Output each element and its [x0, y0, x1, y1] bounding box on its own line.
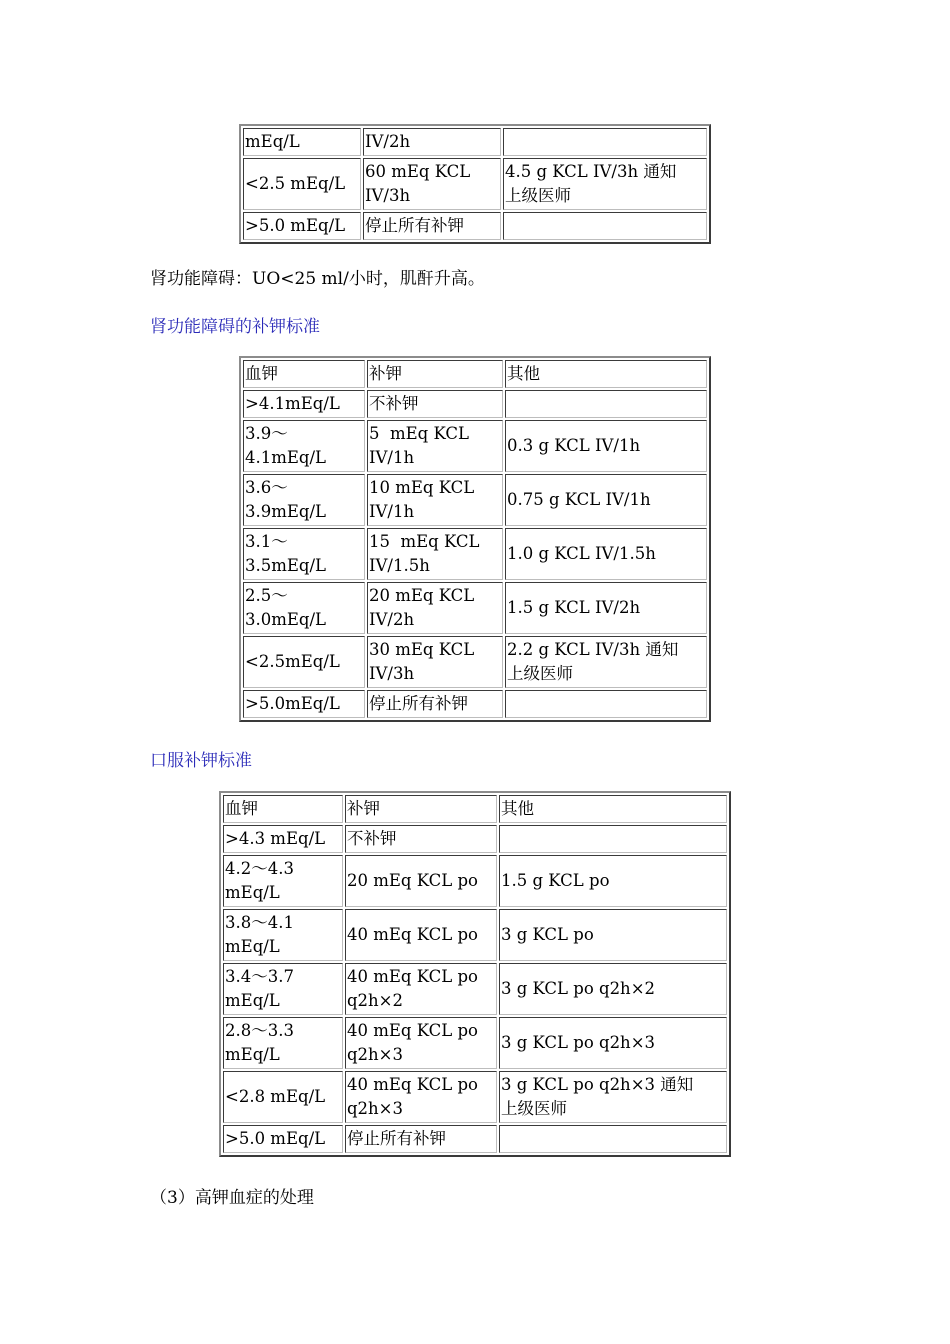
table-cell: >4.3 mEq/L	[223, 825, 343, 853]
table-header-row	[223, 795, 727, 823]
table-cell: 3.6～ 3.9mEq/L	[243, 474, 365, 526]
table-cell: >5.0mEq/L	[243, 690, 365, 718]
table-cell: >5.0 mEq/L	[223, 1125, 343, 1153]
table-cell: 3 g KCL po q2h×3	[499, 1017, 727, 1069]
table-cell: 15 mEq KCL IV/1.5h	[367, 528, 503, 580]
table-cell: 4.5 g KCL IV/3h 通知 上级医师	[503, 158, 707, 210]
table-row	[223, 1125, 727, 1153]
table-cell: 30 mEq KCL IV/3h	[367, 636, 503, 688]
table-cell: IV/2h	[363, 128, 501, 156]
hyperkalemia-heading: （3）高钾血症的处理	[150, 1188, 314, 1208]
table-cell: >5.0 mEq/L	[243, 212, 361, 240]
column-header: 补钾	[345, 795, 497, 823]
column-header: 其他	[505, 360, 707, 388]
renal-dysfunction-note: 肾功能障碍：UO<25 ml/小时，肌酐升高。	[150, 269, 485, 289]
table-row	[223, 1017, 727, 1069]
table-row	[223, 825, 727, 853]
table-cell: <2.5 mEq/L	[243, 158, 361, 210]
table-row	[243, 690, 707, 718]
table-cell: 3 g KCL po q2h×2	[499, 963, 727, 1015]
table-cell: 40 mEq KCL po q2h×3	[345, 1017, 497, 1069]
table-cell: 10 mEq KCL IV/1h	[367, 474, 503, 526]
table-row	[243, 158, 707, 210]
table-cell: mEq/L	[243, 128, 361, 156]
table-cell: <2.8 mEq/L	[223, 1071, 343, 1123]
table-cell: 40 mEq KCL po	[345, 909, 497, 961]
table-cell: >4.1mEq/L	[243, 390, 365, 418]
table-cell: 0.75 g KCL IV/1h	[505, 474, 707, 526]
table-row	[243, 212, 707, 240]
table-header-row	[243, 360, 707, 388]
table-renal	[239, 356, 711, 722]
table-cell: 停止所有补钾	[363, 212, 501, 240]
table-cell: 20 mEq KCL po	[345, 855, 497, 907]
table-row	[243, 390, 707, 418]
table-row	[243, 636, 707, 688]
table-cell: 40 mEq KCL po q2h×2	[345, 963, 497, 1015]
table-cell: 1.5 g KCL IV/2h	[505, 582, 707, 634]
table-cell: 1.0 g KCL IV/1.5h	[505, 528, 707, 580]
oral-heading: 口服补钾标准	[150, 751, 252, 771]
table-cell: <2.5mEq/L	[243, 636, 365, 688]
column-header: 血钾	[223, 795, 343, 823]
table-cell: 40 mEq KCL po q2h×3	[345, 1071, 497, 1123]
table-row	[223, 909, 727, 961]
table-cell: 停止所有补钾	[345, 1125, 497, 1153]
table-cell: 20 mEq KCL IV/2h	[367, 582, 503, 634]
table-cell: 不补钾	[345, 825, 497, 853]
table-cell: 2.2 g KCL IV/3h 通知 上级医师	[505, 636, 707, 688]
table-cell: 60 mEq KCL IV/3h	[363, 158, 501, 210]
table-row	[223, 1071, 727, 1123]
table-cell: 3.4～3.7 mEq/L	[223, 963, 343, 1015]
table-cell: 3.8～4.1 mEq/L	[223, 909, 343, 961]
table-row	[243, 128, 707, 156]
table-cell: 5 mEq KCL IV/1h	[367, 420, 503, 472]
table-cell: 停止所有补钾	[367, 690, 503, 718]
table-cell	[503, 212, 707, 240]
table-cell: 2.5～ 3.0mEq/L	[243, 582, 365, 634]
table-row	[223, 855, 727, 907]
table-cell: 3 g KCL po q2h×3 通知 上级医师	[499, 1071, 727, 1123]
renal-heading: 肾功能障碍的补钾标准	[150, 317, 320, 337]
table-cell: 3.1～ 3.5mEq/L	[243, 528, 365, 580]
table-cell: 2.8～3.3 mEq/L	[223, 1017, 343, 1069]
column-header: 其他	[499, 795, 727, 823]
table-cell: 3.9～ 4.1mEq/L	[243, 420, 365, 472]
table-row	[243, 420, 707, 472]
table-cell: 1.5 g KCL po	[499, 855, 727, 907]
table-row	[243, 474, 707, 526]
table-cell: 3 g KCL po	[499, 909, 727, 961]
table-cell: 0.3 g KCL IV/1h	[505, 420, 707, 472]
table-cell: 不补钾	[367, 390, 503, 418]
table-row	[223, 963, 727, 1015]
table-oral	[219, 791, 731, 1157]
table-cell	[505, 690, 707, 718]
table-continuation	[239, 124, 711, 244]
table-cell	[503, 128, 707, 156]
table-cell	[505, 390, 707, 418]
table-cell	[499, 1125, 727, 1153]
table-row	[243, 582, 707, 634]
table-row	[243, 528, 707, 580]
table-cell: 4.2～4.3 mEq/L	[223, 855, 343, 907]
column-header: 血钾	[243, 360, 365, 388]
column-header: 补钾	[367, 360, 503, 388]
table-cell	[499, 825, 727, 853]
